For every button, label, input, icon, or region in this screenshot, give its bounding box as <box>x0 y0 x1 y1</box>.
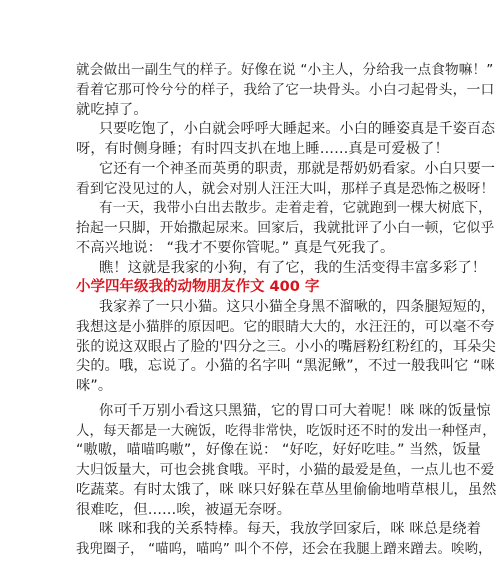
text-line-12: 我家养了一只小猫。这只小猫全身黑不溜啾的，四条腿短短的， <box>99 299 496 315</box>
text-line-5: 呀，有时侧身睡；有时四支扒在地上睡……真是可爱极了！ <box>76 141 449 157</box>
text-line-20: 大归饭量大，可也会挑食哦。平时，小猫的最爱是鱼，一点儿也不爱 <box>76 462 495 478</box>
text-line-7: 看到它没见过的人，就会对别人汪汪大叫，那样子真是恐怖之极呀！ <box>76 180 495 197</box>
text-line-9: 抬起一只脚，开始撒起尿来。回家后，我就批评了小白一顿，它似乎 <box>76 220 495 236</box>
text-line-11: 瞧！这就是我家的小狗，有了它，我的生活变得丰富多彩了！ <box>99 259 487 276</box>
text-line-23: 咪 咪和我的关系特棒。每天，我放学回家后，咪 咪总是绕着 <box>99 521 482 538</box>
text-line-2: 看着它那可怜兮兮的样子，我给了它一块骨头。小白刁起骨头，一口 <box>76 81 495 98</box>
text-line-19: “嗷嗷，喵喵呜嗷”，好像在说： “好吃，好好吃哇。” 当然，饭量 <box>76 442 481 459</box>
text-line-6: 它还有一个神圣而英勇的职责，那就是帮奶奶看家。小白只要一 <box>99 160 496 177</box>
text-line-14: 张的说这双眼占了脸的'四分之三。小小的嘴唇粉红粉红的，耳朵尖 <box>76 338 496 355</box>
text-line-17: 你可千万别小看这只黑猫，它的胃口可大着呢！咪 咪的饭量惊 <box>99 402 491 419</box>
text-line-15: 尖的。哦，忘说了。小猫的名字叫 “黑泥鳅”，不过一般我叫它 “咪 <box>76 358 495 375</box>
text-line-16: 咪”。 <box>76 378 113 394</box>
text-line-21: 吃蔬菜。有时太饿了，咪 咪只好躲在草丛里偷偷地啃草根儿，虽然 <box>76 481 497 498</box>
text-line-3: 就吃掉了。 <box>76 101 148 118</box>
text-line-1: 就会做出一副生气的样子。好像在说 “小主人，分给我一点食物嘛！” <box>76 62 494 78</box>
text-line-18: 人，每天都是一大碗饭，吃得非常快，吃饭时还不时的发出一种怪声， <box>76 423 496 439</box>
text-line-8: 有一天，我带小白出去散步。走着走着，它就跑到一棵大树底下， <box>99 201 492 217</box>
essay-heading: 小学四年级我的动物朋友作文 400 字 <box>76 279 320 296</box>
text-line-4: 只要吃饱了，小白就会呼呼大睡起来。小白的睡姿真是千姿百态 <box>99 121 496 138</box>
text-line-22: 很难吃，但……唉，被逼无奈呀。 <box>76 501 292 518</box>
text-line-10: 不高兴地说： “我才不要你管呢。” 真是气死我了。 <box>76 239 395 256</box>
text-line-24: 我兜圈子， “喵呜，喵呜” 叫个不停，还会在我腿上蹭来蹭去。唉哟， <box>76 542 492 557</box>
text-line-13: 我想这是小猫胖的原因吧。它的眼睛大大的，水汪汪的，可以毫不夸 <box>76 318 495 335</box>
